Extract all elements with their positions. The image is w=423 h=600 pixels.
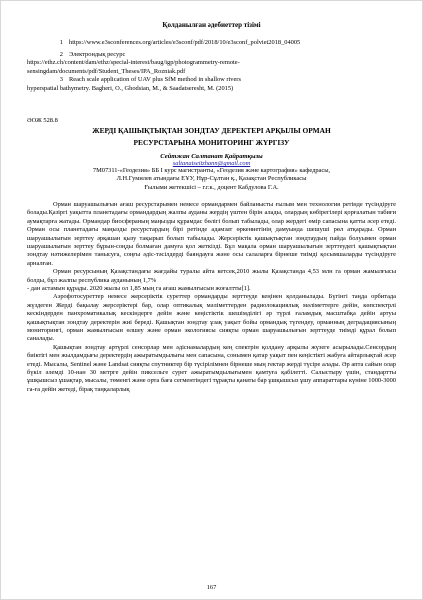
page-number: 167 bbox=[206, 584, 217, 591]
reference-item bbox=[27, 76, 396, 85]
reference-number: 2 bbox=[59, 50, 63, 58]
article-body bbox=[27, 201, 396, 394]
article-title-line: ЖЕРДІ ҚАШЫҚТЫҚТАН ЗОНДТАУ ДЕРЕКТЕРІ АРҚЫЛЫ ОРМАН bbox=[92, 126, 331, 135]
supervisor-line: Ғылыми жетекшісі – г.г.к., доцент Кабдулова Г.А. bbox=[144, 183, 279, 191]
udk-code: ӘОЖ 528.8 bbox=[27, 117, 58, 124]
reference-text: Reach scale application of UAV plus SfM method in shallow rivers bbox=[69, 76, 241, 83]
reference-text-continuation: hyperspatial bathymetry. Bagheri, O., Ghodsian, M., & Saadatseresht, M. (2015) bbox=[27, 84, 234, 92]
references-section bbox=[27, 21, 396, 93]
body-paragraph: Аэрофотосуреттер немесе жерсеріктік суреттер ормандарды зерттеуде кеңінен қолданылады. Бүгінгі таңда орбитада жүздеген Жерді бақылау жерсеріктері бар, олар оптикалық мәліметтерден радиолокациялық мәліметтерге дейін, көпспектрлі кескіндерден панхроматикалық кескіндерге дейін және кеңістіктік шешімділігі әр түрлі ғаламдық масштабқа дейін артуы қашықтықтан зондтау деректерін жиі береді. Қашықтан зондтау ұзақ уақыт бойы ормандық түгендеу, орманның деградациясының мониторингі, орман жамылғысын өлшеу және орман экологиясы сияқты орман шаруашылығын зерттеуде тиімді құрал болып саналады. bbox=[27, 293, 396, 343]
reference-item bbox=[27, 51, 396, 60]
affiliation-line: Л.Н.Гумилев атындағы ЕҰУ, Нұр-Сұлтан қ., Қазақстан Республикасы bbox=[116, 175, 307, 183]
reference-item bbox=[27, 39, 396, 48]
author-name: Сейтжан Салтанат Қайратқызы bbox=[160, 153, 263, 160]
author-email-link[interactable]: saltanatseitzhann@gmail.com bbox=[172, 160, 251, 167]
reference-link[interactable]: https://ethz.ch/content/dam/ethz/special-interest/baug/igp/photogrammetry-remote-sensingdam/documents/pdf/Student_Theses/IPA_Rozniak.pdf bbox=[27, 59, 240, 75]
body-paragraph: Орман ресурсының Қазақстандағы жағдайы туралы айта кетсек,2010 жылы Қазақстанда 4,53 млн га орман жамылғысы болды, бұл жалпы республика ауданының 1,7% bbox=[27, 268, 396, 284]
references-title: Қолданылған әдебиеттер тізімі bbox=[162, 21, 261, 29]
affiliation-line: 7М07311-«Геодезия» ББ I курс магистранты, «Геодезия және картография» кафедрасы, bbox=[92, 167, 331, 174]
body-paragraph: Қашықтан зондтау артүрлі сенсорлар мен әдіснамалардың кең спектрін қолдану арқылы жүзеге асырылады.Сенсордың биіктігі мен жылдамдығы деректердің ажыратымдылығы мен сапасына, сонымен қатар уақыт пен кеңістікті жабуға айтарлықтай әсер етеді. Мысалы, Sentinel және Landsat сияқты спутниктер бір түсірілімнен бірнеше мың гектар жерді түсіре алады. Әр апта сайын олар бүкіл әлемді 10-нан 30 метрге дейін пиксельге сурет ажыратымдылығымен қамтуға қабілетті. Салыстыру үшін, стандартты ұшқышсыз ұшақтар, мысалы, төменгі және орта баға сегментіндегі тұрақты қанаты бар ұшқышсыз ұшу аппараттары күніне 1000-3000 га-ға дейін жетеді, бірақ таңқаларлық bbox=[27, 343, 396, 393]
reference-link[interactable]: https://www.e3sconferences.org/articles/e3sconf/pdf/2018/10/e3sconf_polviet2018_04005 bbox=[69, 39, 301, 46]
article-title-line: РЕСУРСТАРЫНА МОНИТОРИНГ ЖҮРГІЗУ bbox=[133, 137, 290, 147]
body-paragraph-continuation: - дан астамын құрады. 2020 жылы ол 1,85 мың га ағаш жамылғысын жоғалтты[1]. bbox=[27, 284, 251, 292]
body-paragraph: Орман шаруашылығын ағаш ресурстарымен немесе ормандармен байланысты ғылым мен технология ретінде түсіндіруге болады.Қазіргі уақытта планетадағы ормандардың жалпы ауданы жердің үштен бірін алады, олардың көбірегілері қорғалатын табиғи аумақтарға жатады. Ормандар биосфераның маңызды құрамдас бөлігі болып табылады, олар жердегі өмір сапасына қатты әсер етеді. Орман осы планетадағы маңызды ресурстардың бірі ретінде адамзат өркениетінің дамуында шешуші рөл атқарады. Орман шаруашылығын зерттеу әрқашан қызу тақырып болып табылады. Жерсеріктік қашықтықтан зондтаудың пайда болуымен орман шаруашылығын зерттеу бұрын-соңды болмаған дамуға қол жеткізді. Бұл мақала орман шаруашылығын зерттеудегі қашықтықтан зондтау нәтижелерімен танысуға, соңғы әдіс-тәсілдерді баяндауға және осы салаларға бірнеше тиімді қосымшаларды түсіндіруге арналған. bbox=[27, 200, 396, 267]
reference-number: 3 bbox=[59, 76, 63, 83]
reference-text: Электрондық ресурс bbox=[69, 50, 126, 58]
reference-number: 1 bbox=[59, 39, 63, 46]
article-header bbox=[27, 117, 396, 192]
